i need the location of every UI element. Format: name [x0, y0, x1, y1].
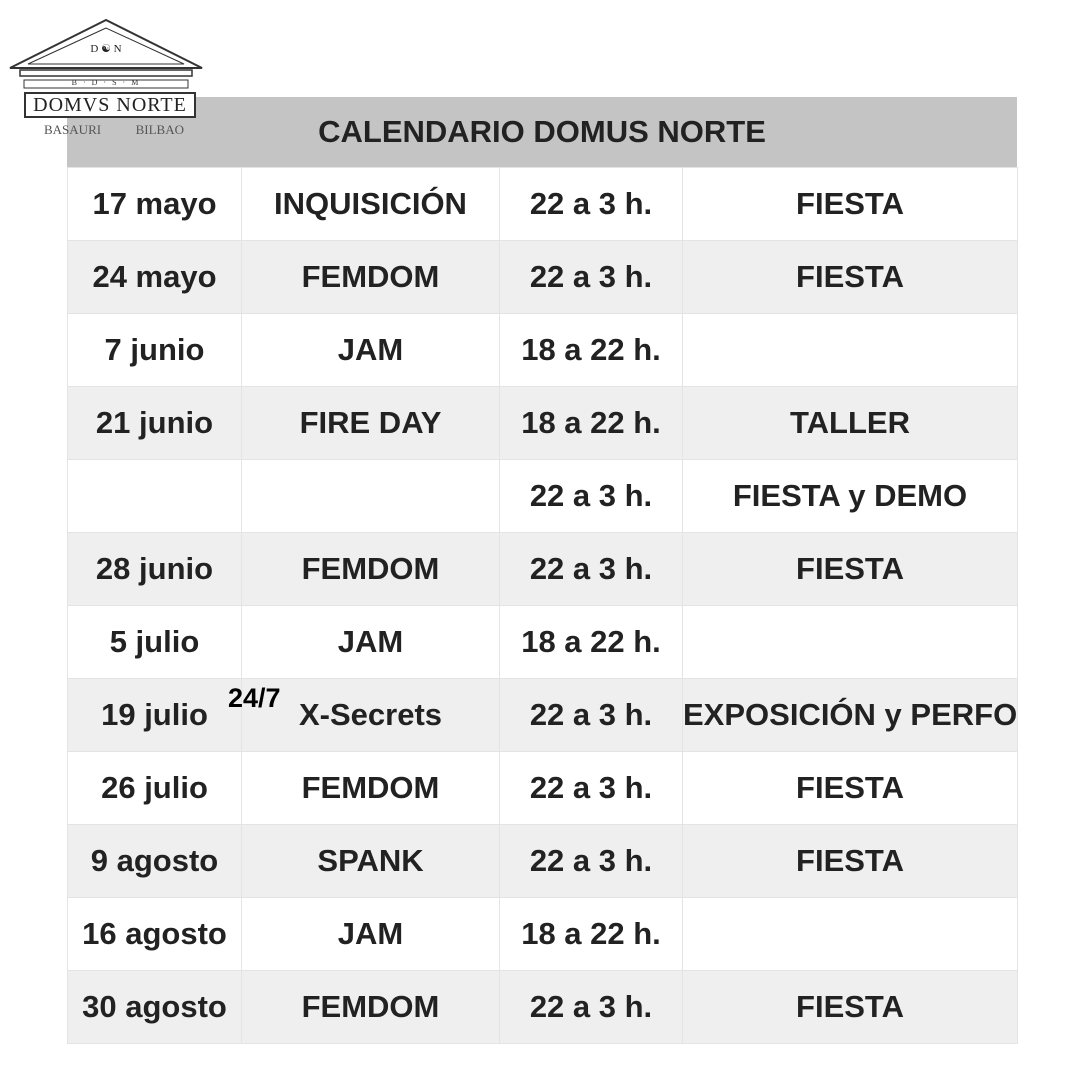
logo-tagline: B · D · S · M — [71, 78, 141, 87]
table-row — [68, 168, 1018, 241]
logo-city-right: BILBAO — [135, 122, 184, 137]
cell-time: 22 a 3 h. — [500, 825, 683, 898]
cell-type: TALLER — [683, 387, 1018, 460]
event-badge: 24/7 — [228, 683, 281, 713]
cell-type: FIESTA — [683, 241, 1018, 314]
cell-event: JAM — [242, 314, 500, 387]
table-row — [68, 825, 1018, 898]
table-row — [68, 606, 1018, 679]
cell-type — [683, 606, 1018, 679]
cell-event: FEMDOM — [242, 241, 500, 314]
cell-time: 22 a 3 h. — [500, 168, 683, 241]
calendar-grid — [67, 167, 1018, 1044]
logo-monogram: D ☯ N — [90, 43, 122, 55]
cell-event: FEMDOM — [242, 533, 500, 606]
cell-type — [683, 314, 1018, 387]
cell-date: 16 agosto — [68, 898, 242, 971]
cell-time: 22 a 3 h. — [500, 679, 683, 752]
cell-date: 26 julio — [68, 752, 242, 825]
cell-time: 18 a 22 h. — [500, 314, 683, 387]
cell-date: 19 julio — [68, 679, 242, 752]
cell-type: FIESTA — [683, 752, 1018, 825]
table-row — [68, 752, 1018, 825]
cell-date: 9 agosto — [68, 825, 242, 898]
table-row — [68, 241, 1018, 314]
cell-type: FIESTA — [683, 971, 1018, 1044]
cell-event: JAM — [242, 606, 500, 679]
cell-type: FIESTA — [683, 825, 1018, 898]
table-row — [68, 387, 1018, 460]
logo-city — [44, 122, 184, 138]
cell-date: 7 junio — [68, 314, 242, 387]
cell-event: INQUISICIÓN — [242, 168, 500, 241]
cell-type: FIESTA — [683, 168, 1018, 241]
cell-event: FIRE DAY — [242, 387, 500, 460]
cell-date: 24 mayo — [68, 241, 242, 314]
cell-time: 22 a 3 h. — [500, 241, 683, 314]
table-row — [68, 460, 1018, 533]
cell-date: 5 julio — [68, 606, 242, 679]
cell-type: FIESTA y DEMO — [683, 460, 1018, 533]
event-label: X-Secrets — [298, 697, 443, 732]
table-row — [68, 898, 1018, 971]
cell-time: 18 a 22 h. — [500, 898, 683, 971]
cell-time: 18 a 22 h. — [500, 387, 683, 460]
cell-date: 28 junio — [68, 533, 242, 606]
cell-event: JAM — [242, 898, 500, 971]
logo-city-left: BASAURI — [44, 122, 102, 137]
cell-event: SPANK — [242, 825, 500, 898]
table-row — [68, 971, 1018, 1044]
cell-date: 17 mayo — [68, 168, 242, 241]
cell-time: 22 a 3 h. — [500, 752, 683, 825]
cell-type — [683, 898, 1018, 971]
cell-event — [228, 679, 500, 752]
cell-event: FEMDOM — [242, 971, 500, 1044]
domus-norte-logo — [6, 18, 206, 143]
logo-name: DOMVS NORTE — [24, 92, 196, 118]
cell-time: 22 a 3 h. — [500, 460, 683, 533]
cell-event: FEMDOM — [242, 752, 500, 825]
cell-event — [242, 460, 500, 533]
cell-type: EXPOSICIÓN y PERFO — [683, 679, 1018, 752]
table-row — [68, 679, 1018, 752]
cell-type: FIESTA — [683, 533, 1018, 606]
table-row — [68, 533, 1018, 606]
table-row — [68, 314, 1018, 387]
cell-time: 22 a 3 h. — [500, 533, 683, 606]
cell-time: 22 a 3 h. — [500, 971, 683, 1044]
cell-date — [68, 460, 242, 533]
calendar-table — [67, 97, 1017, 1044]
cell-date: 21 junio — [68, 387, 242, 460]
cell-date: 30 agosto — [68, 971, 242, 1044]
cell-time: 18 a 22 h. — [500, 606, 683, 679]
calendar-title: CALENDARIO DOMUS NORTE — [67, 97, 1017, 167]
